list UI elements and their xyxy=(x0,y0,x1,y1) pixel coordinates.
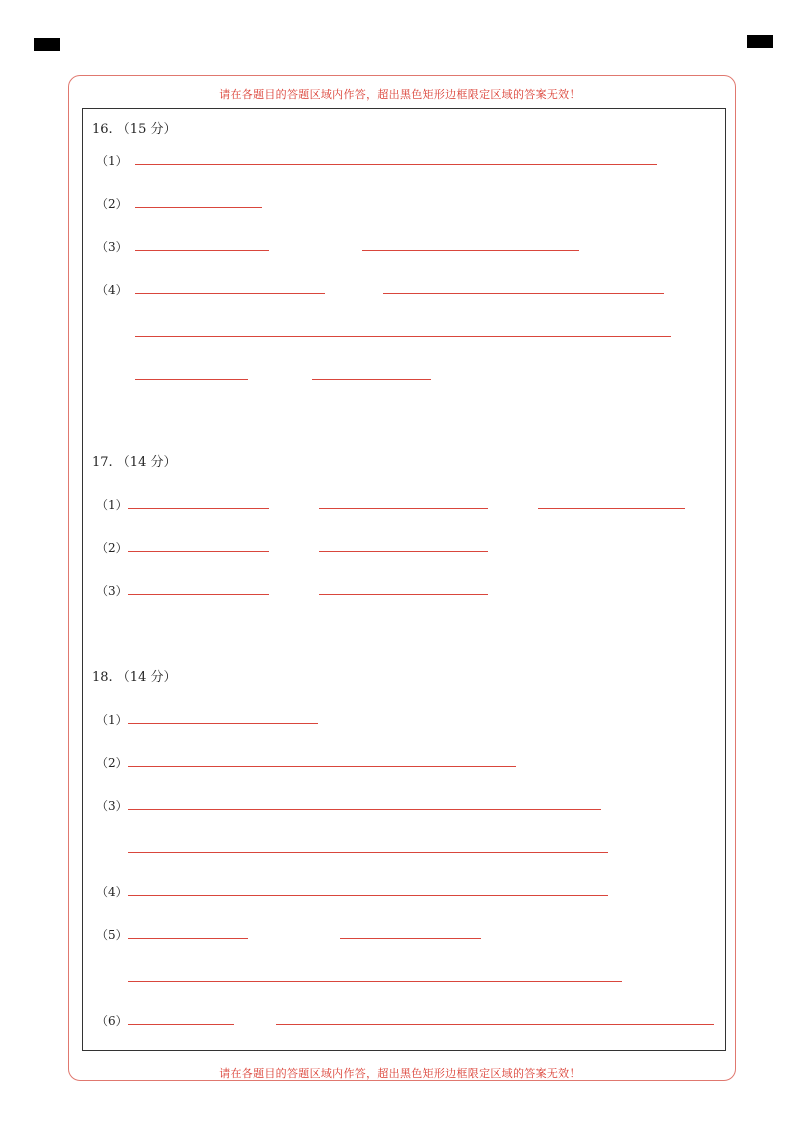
q16-part-4-blank-a[interactable] xyxy=(135,293,325,294)
q16-part-3-blank-a[interactable] xyxy=(135,250,269,251)
q18-part-4-blank[interactable] xyxy=(128,895,608,896)
q18-part-5-label: （5） xyxy=(96,928,128,942)
q17-part-3-label: （3） xyxy=(96,584,128,598)
q16-part-3-label: （3） xyxy=(96,240,128,254)
q18-part-3-blank-b[interactable] xyxy=(128,852,608,853)
q16-part-4-blank-e[interactable] xyxy=(312,379,431,380)
q17-part-1-label: （1） xyxy=(96,498,128,512)
q17-part-3-blank-a[interactable] xyxy=(128,594,269,595)
notice-bottom: 请在各题目的答题区域内作答，超出黑色矩形边框限定区域的答案无效！ xyxy=(219,1067,581,1080)
q18-part-5-blank-b[interactable] xyxy=(340,938,481,939)
q18-part-6-label: （6） xyxy=(96,1014,128,1028)
q16-part-4-blank-b[interactable] xyxy=(383,293,664,294)
q18-part-5-blank-c[interactable] xyxy=(128,981,622,982)
q17-part-2-label: （2） xyxy=(96,541,128,555)
q18-part-6-blank-a[interactable] xyxy=(128,1024,234,1025)
q16-part-3-blank-b[interactable] xyxy=(362,250,579,251)
notice-top: 请在各题目的答题区域内作答，超出黑色矩形边框限定区域的答案无效！ xyxy=(219,88,581,101)
q16-part-4-label: （4） xyxy=(96,283,128,297)
corner-marker-left xyxy=(34,38,60,51)
q18-part-4-label: （4） xyxy=(96,885,128,899)
q17-part-1-blank-b[interactable] xyxy=(319,508,488,509)
q17-part-3-blank-b[interactable] xyxy=(319,594,488,595)
q16-part-4-blank-d[interactable] xyxy=(135,379,248,380)
question-17-title: 17. （14 分） xyxy=(92,455,177,470)
q17-part-1-blank-a[interactable] xyxy=(128,508,269,509)
corner-marker-right xyxy=(747,35,773,48)
q18-part-2-blank[interactable] xyxy=(128,766,516,767)
q16-part-1-blank[interactable] xyxy=(135,164,657,165)
q18-part-3-blank-a[interactable] xyxy=(128,809,601,810)
q18-part-3-label: （3） xyxy=(96,799,128,813)
q18-part-1-blank[interactable] xyxy=(128,723,318,724)
q16-part-1-label: （1） xyxy=(96,154,128,168)
q16-part-4-blank-c[interactable] xyxy=(135,336,671,337)
q17-part-2-blank-a[interactable] xyxy=(128,551,269,552)
q17-part-2-blank-b[interactable] xyxy=(319,551,488,552)
question-16-title: 16. （15 分） xyxy=(92,122,177,137)
q18-part-1-label: （1） xyxy=(96,713,128,727)
question-18-title: 18. （14 分） xyxy=(92,670,177,685)
q16-part-2-label: （2） xyxy=(96,197,128,211)
q16-part-2-blank[interactable] xyxy=(135,207,262,208)
q17-part-1-blank-c[interactable] xyxy=(538,508,685,509)
q18-part-5-blank-a[interactable] xyxy=(128,938,248,939)
q18-part-6-blank-b[interactable] xyxy=(276,1024,714,1025)
q18-part-2-label: （2） xyxy=(96,756,128,770)
